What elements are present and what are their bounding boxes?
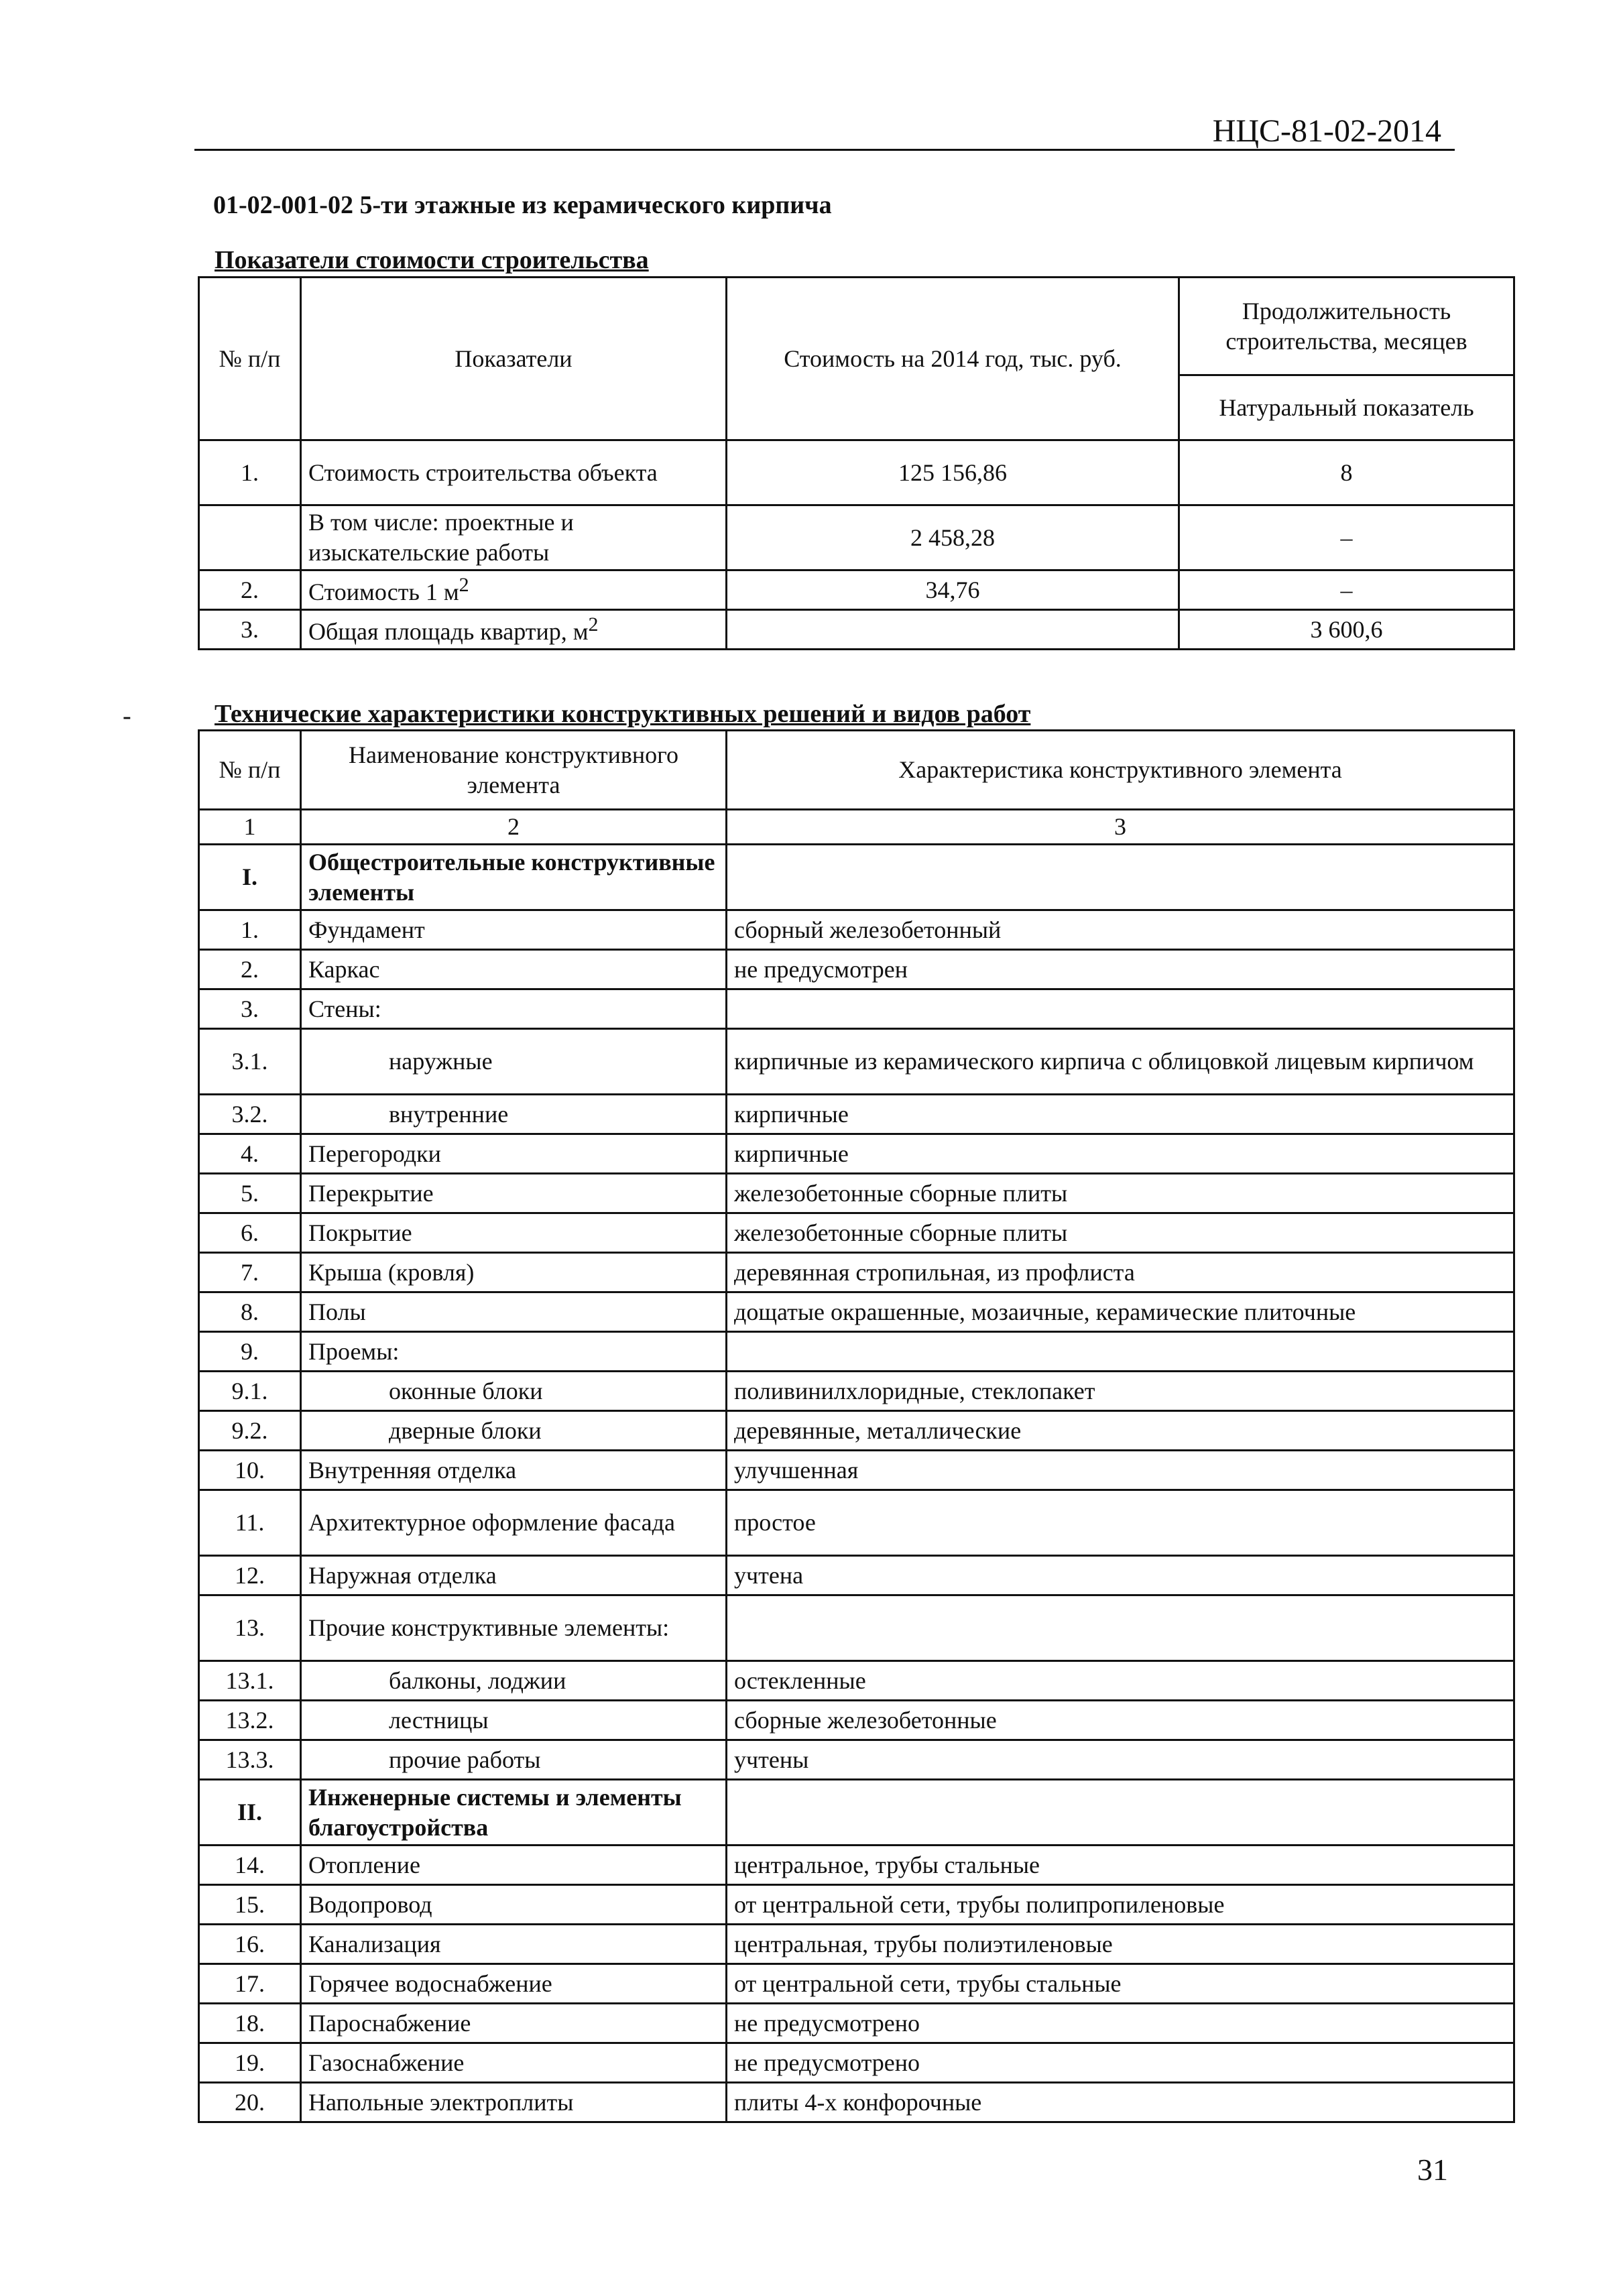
row-value: деревянные, металлические	[727, 1411, 1514, 1451]
table-row	[199, 2043, 1514, 2083]
row-name: Газоснабжение	[301, 2043, 727, 2083]
row-value: центральная, трубы полиэтиленовые	[727, 1925, 1514, 1964]
column-number: 3	[727, 810, 1514, 845]
table-row	[199, 950, 1514, 989]
row-cost	[727, 610, 1179, 650]
column-number: 2	[301, 810, 727, 845]
row-name-sup: 2	[588, 613, 599, 636]
row-num: 1.	[199, 910, 301, 950]
row-name: оконные блоки	[301, 1372, 727, 1411]
table-row	[199, 1490, 1514, 1556]
table-row	[199, 1595, 1514, 1661]
table-row	[199, 1846, 1514, 1885]
row-name: Стоимость строительства объекта	[301, 440, 727, 505]
row-value	[727, 1595, 1514, 1661]
row-name: Наружная отделка	[301, 1556, 727, 1595]
row-name: Напольные электроплиты	[301, 2083, 727, 2122]
table-row	[199, 1701, 1514, 1740]
row-num: 3.2.	[199, 1095, 301, 1134]
table-row	[199, 2083, 1514, 2122]
table-row	[199, 1372, 1514, 1411]
row-value: от центральной сети, трубы полипропиленовые	[727, 1885, 1514, 1925]
row-value	[727, 845, 1514, 910]
row-num: 5.	[199, 1174, 301, 1213]
row-value: железобетонные сборные плиты	[727, 1174, 1514, 1213]
technical-characteristics-table	[198, 729, 1515, 2123]
table-row	[199, 1174, 1514, 1213]
row-name: прочие работы	[301, 1740, 727, 1780]
table-row	[199, 1029, 1514, 1095]
row-num: 9.1.	[199, 1372, 301, 1411]
row-value: деревянная стропильная, из профлиста	[727, 1253, 1514, 1292]
row-num: 18.	[199, 2004, 301, 2043]
cost-table-title: Показатели стоимости строительства	[215, 246, 649, 274]
row-name-sup: 2	[459, 574, 469, 596]
table-row	[199, 505, 1514, 570]
row-num: 8.	[199, 1292, 301, 1332]
row-num: 13.2.	[199, 1701, 301, 1740]
row-name: внутренние	[301, 1095, 727, 1134]
row-num: 3.1.	[199, 1029, 301, 1095]
row-num: 9.2.	[199, 1411, 301, 1451]
row-num: 20.	[199, 2083, 301, 2122]
header-num: № п/п	[199, 278, 301, 440]
row-value: учтены	[727, 1740, 1514, 1780]
table-row	[199, 440, 1514, 505]
header-cost: Стоимость на 2014 год, тыс. руб.	[727, 278, 1179, 440]
row-value: 3 600,6	[1179, 610, 1514, 650]
row-value: кирпичные	[727, 1134, 1514, 1174]
row-cost: 34,76	[727, 570, 1179, 610]
header-divider	[194, 149, 1455, 151]
row-num: 13.1.	[199, 1661, 301, 1701]
row-name: Водопровод	[301, 1885, 727, 1925]
table-row	[199, 1661, 1514, 1701]
row-name	[301, 610, 727, 650]
row-name: Прочие конструктивные элементы:	[301, 1595, 727, 1661]
row-name: Пароснабжение	[301, 2004, 727, 2043]
row-name: Внутренняя отделка	[301, 1451, 727, 1490]
row-name: балконы, лоджии	[301, 1661, 727, 1701]
row-name: дверные блоки	[301, 1411, 727, 1451]
header-indicator: Показатели	[301, 278, 727, 440]
row-num: 3.	[199, 610, 301, 650]
row-num: 4.	[199, 1134, 301, 1174]
row-name: Горячее водоснабжение	[301, 1964, 727, 2004]
table-row	[199, 570, 1514, 610]
row-cost: 125 156,86	[727, 440, 1179, 505]
row-num: 19.	[199, 2043, 301, 2083]
row-value: кирпичные	[727, 1095, 1514, 1134]
margin-dash: -	[123, 702, 131, 730]
row-value: улучшенная	[727, 1451, 1514, 1490]
section-row	[199, 1780, 1514, 1846]
row-num: 13.	[199, 1595, 301, 1661]
row-name: Перекрытие	[301, 1174, 727, 1213]
table-row	[199, 1095, 1514, 1134]
table-row	[199, 989, 1514, 1029]
row-value: простое	[727, 1490, 1514, 1556]
row-num: 2.	[199, 570, 301, 610]
row-value: –	[1179, 505, 1514, 570]
table-row	[199, 1885, 1514, 1925]
tech-table-title: Технические характеристики конструктивных решений и видов работ	[215, 700, 1031, 728]
row-name: Крыша (кровля)	[301, 1253, 727, 1292]
row-name: лестницы	[301, 1701, 727, 1740]
table-row	[199, 1925, 1514, 1964]
table-row	[199, 1964, 1514, 2004]
table-row	[199, 1556, 1514, 1595]
row-value: учтена	[727, 1556, 1514, 1595]
page-number: 31	[1417, 2153, 1448, 2187]
section-title: 01-02-001-02 5-ти этажные из керамического кирпича	[213, 191, 832, 219]
row-num: II.	[199, 1780, 301, 1846]
table-row	[199, 1740, 1514, 1780]
row-num: 16.	[199, 1925, 301, 1964]
row-num: 12.	[199, 1556, 301, 1595]
row-name: Инженерные системы и элементы благоустройства	[301, 1780, 727, 1846]
table-row	[199, 1292, 1514, 1332]
row-value: не предусмотрено	[727, 2004, 1514, 2043]
row-name: Архитектурное оформление фасада	[301, 1490, 727, 1556]
row-num: 11.	[199, 1490, 301, 1556]
header-characteristic: Характеристика конструктивного элемента	[727, 731, 1514, 810]
row-num: 13.3.	[199, 1740, 301, 1780]
row-value	[727, 989, 1514, 1029]
row-num: I.	[199, 845, 301, 910]
table-row	[199, 1411, 1514, 1451]
row-value: центральное, трубы стальные	[727, 1846, 1514, 1885]
row-name: Проемы:	[301, 1332, 727, 1372]
table-row	[199, 1451, 1514, 1490]
row-name: Канализация	[301, 1925, 727, 1964]
row-value: сборный железобетонный	[727, 910, 1514, 950]
row-name: Каркас	[301, 950, 727, 989]
row-cost: 2 458,28	[727, 505, 1179, 570]
row-name: наружные	[301, 1029, 727, 1095]
table-row	[199, 910, 1514, 950]
row-value	[727, 1332, 1514, 1372]
row-name: В том числе: проектные и изыскательские работы	[301, 505, 727, 570]
row-num: 17.	[199, 1964, 301, 2004]
row-value: дощатые окрашенные, мозаичные, керамические плиточные	[727, 1292, 1514, 1332]
row-num: 1.	[199, 440, 301, 505]
header-duration: Продолжительность строительства, месяцев	[1179, 278, 1514, 375]
table-row	[199, 610, 1514, 650]
row-name: Отопление	[301, 1846, 727, 1885]
row-num: 7.	[199, 1253, 301, 1292]
header-element: Наименование конструктивного элемента	[301, 731, 727, 810]
row-name: Покрытие	[301, 1213, 727, 1253]
row-name: Общестроительные конструктивные элементы	[301, 845, 727, 910]
row-value: остекленные	[727, 1661, 1514, 1701]
row-value: –	[1179, 570, 1514, 610]
row-num: 15.	[199, 1885, 301, 1925]
row-value: от центральной сети, трубы стальные	[727, 1964, 1514, 2004]
row-name: Стены:	[301, 989, 727, 1029]
row-value: сборные железобетонные	[727, 1701, 1514, 1740]
table-row	[199, 2004, 1514, 2043]
table-row	[199, 1253, 1514, 1292]
row-name: Полы	[301, 1292, 727, 1332]
cost-indicators-table	[198, 276, 1515, 650]
document-code: НЦС-81-02-2014	[1212, 113, 1441, 149]
row-name: Фундамент	[301, 910, 727, 950]
row-num: 10.	[199, 1451, 301, 1490]
header-num: № п/п	[199, 731, 301, 810]
row-num: 2.	[199, 950, 301, 989]
table-row	[199, 1332, 1514, 1372]
row-value	[727, 1780, 1514, 1846]
row-value: 8	[1179, 440, 1514, 505]
row-value: не предусмотрен	[727, 950, 1514, 989]
row-num: 6.	[199, 1213, 301, 1253]
row-num: 9.	[199, 1332, 301, 1372]
row-name-text: Стоимость 1 м	[308, 579, 459, 605]
row-num	[199, 505, 301, 570]
row-num: 14.	[199, 1846, 301, 1885]
row-value: кирпичные из керамического кирпича с облицовкой лицевым кирпичом	[727, 1029, 1514, 1095]
row-value: плиты 4-х конфорочные	[727, 2083, 1514, 2122]
row-name: Перегородки	[301, 1134, 727, 1174]
row-value: поливинилхлоридные, стеклопакет	[727, 1372, 1514, 1411]
table-row	[199, 1134, 1514, 1174]
row-name	[301, 570, 727, 610]
section-row	[199, 845, 1514, 910]
column-number: 1	[199, 810, 301, 845]
row-value: железобетонные сборные плиты	[727, 1213, 1514, 1253]
row-value: не предусмотрено	[727, 2043, 1514, 2083]
header-natural: Натуральный показатель	[1179, 375, 1514, 440]
row-num: 3.	[199, 989, 301, 1029]
row-name-text: Общая площадь квартир, м	[308, 618, 589, 645]
table-row	[199, 1213, 1514, 1253]
